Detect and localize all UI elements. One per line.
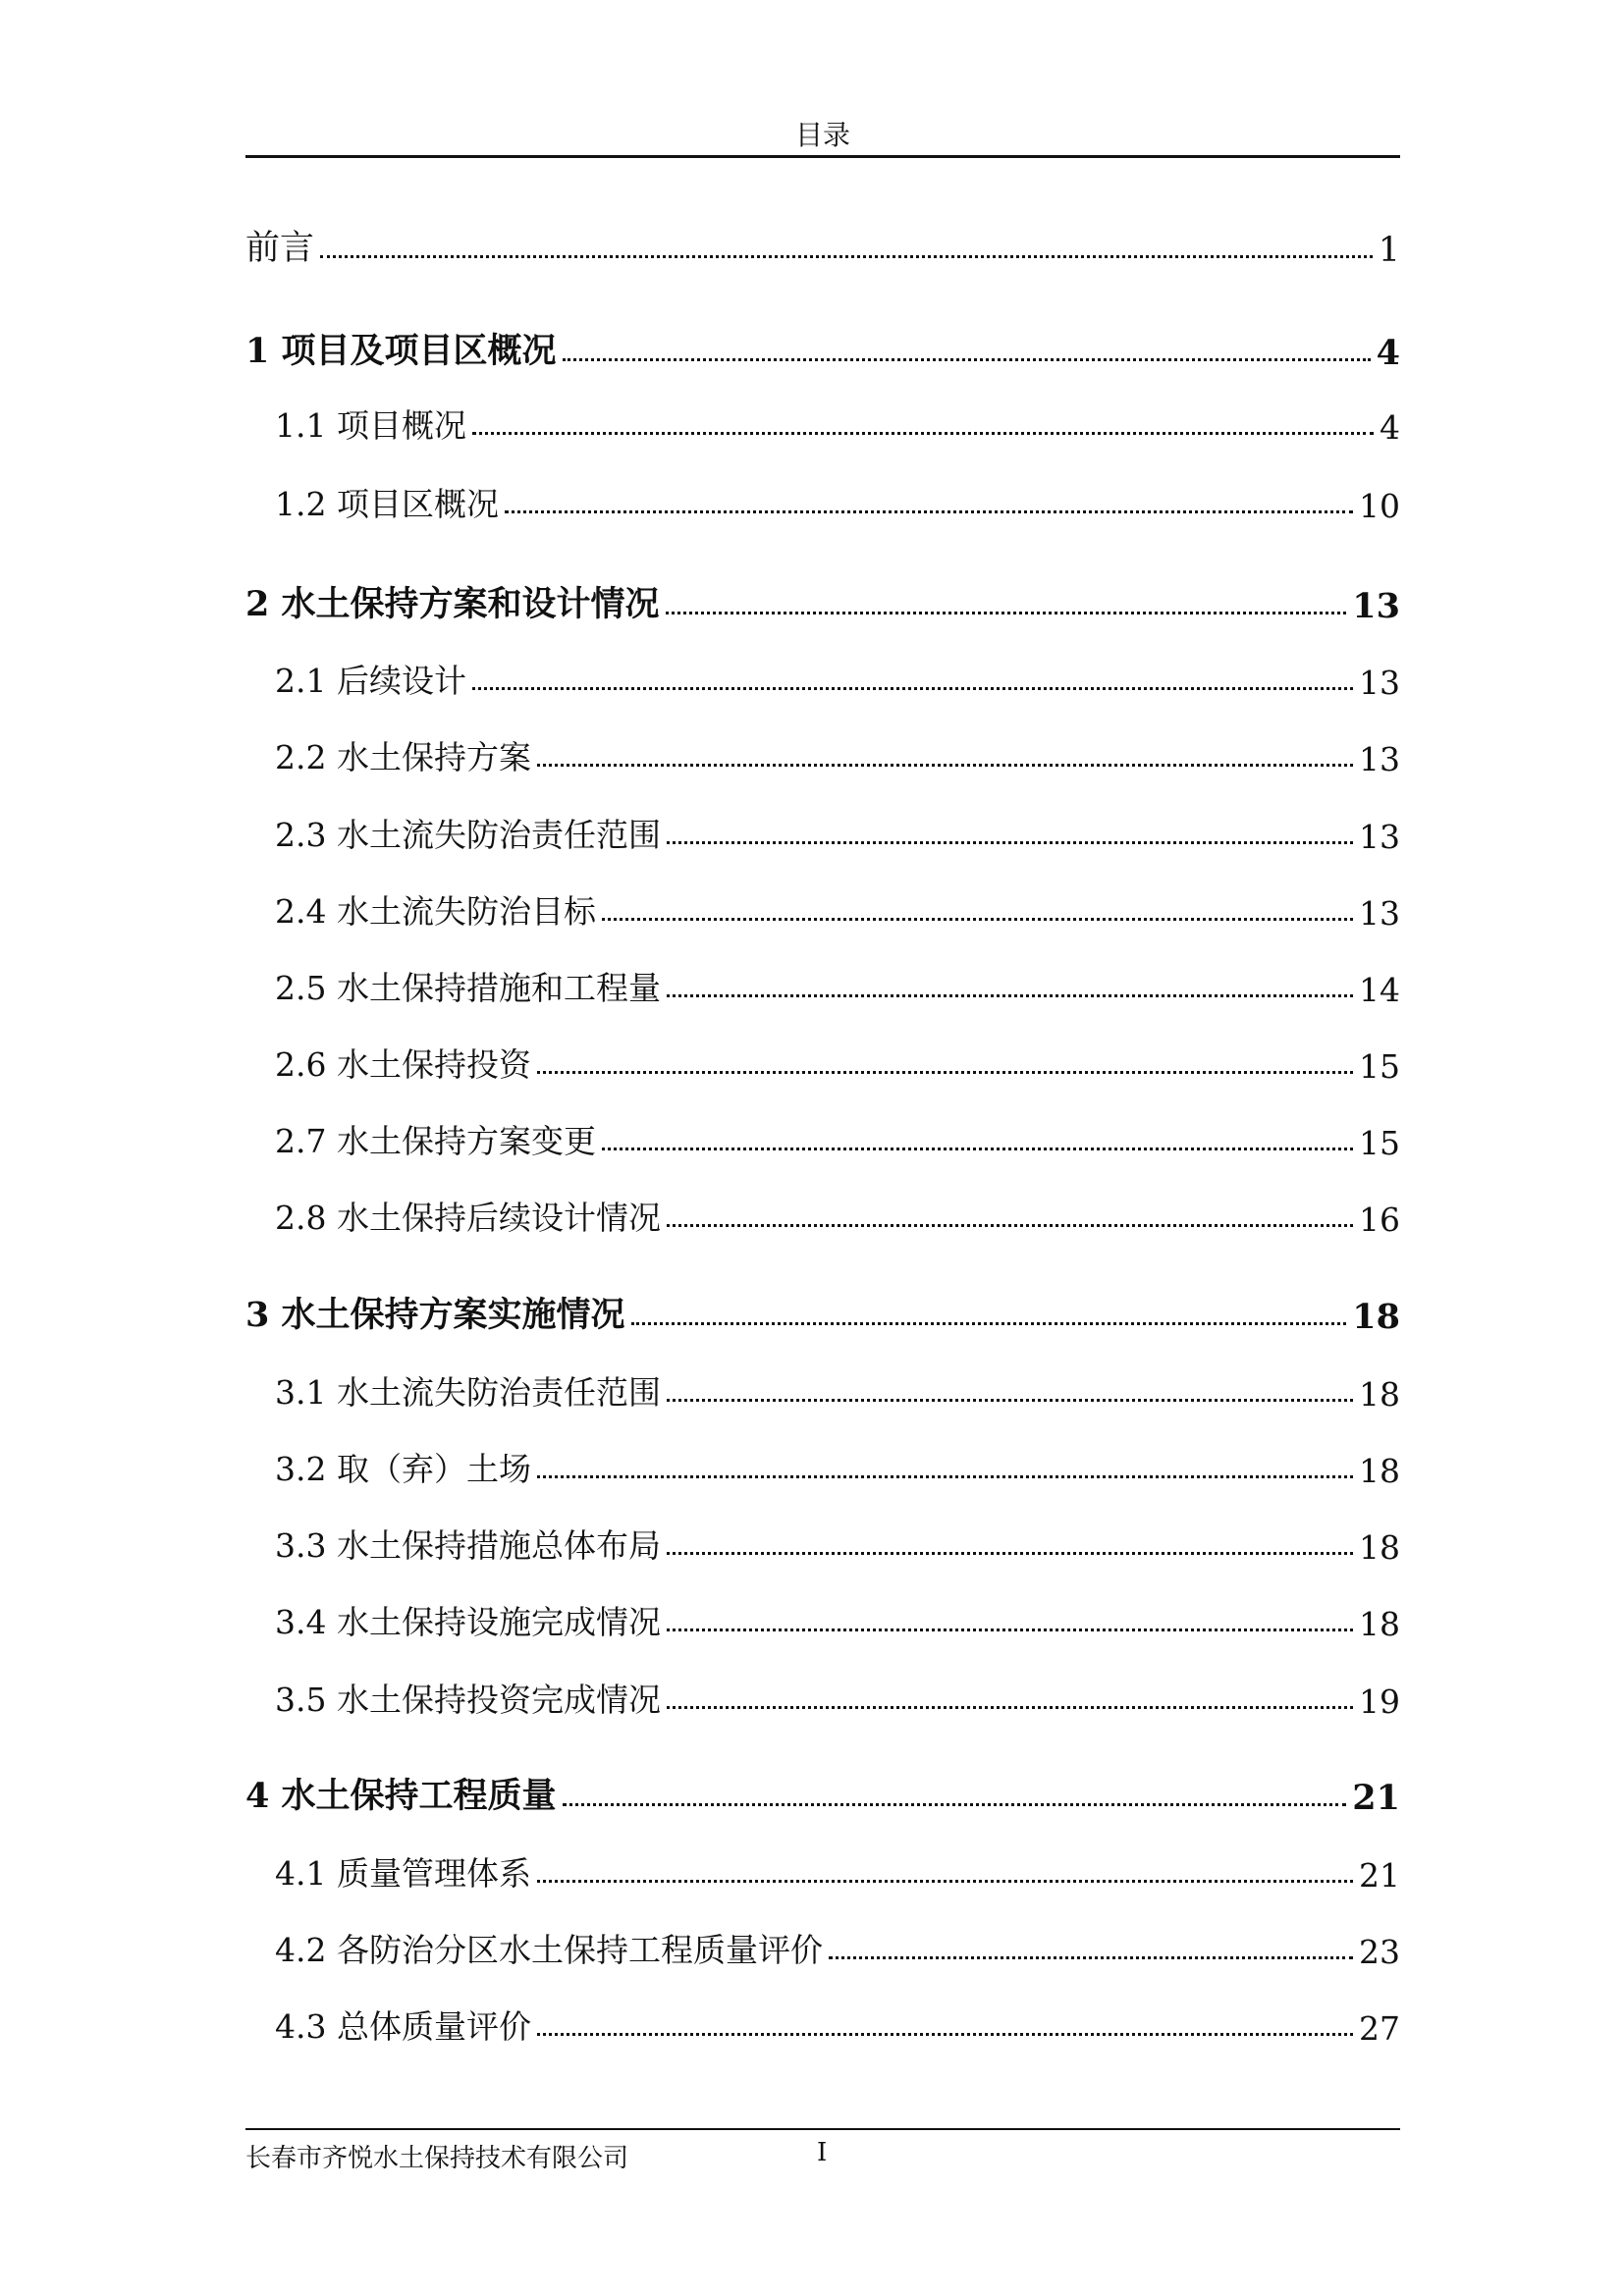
toc-entry-label: 2.5 水土保持措施和工程量 (275, 969, 661, 1007)
toc-entry-label: 4.3 总体质量评价 (275, 2007, 531, 2046)
toc-entry-label: 3 水土保持方案实施情况 (245, 1295, 625, 1335)
toc-entry-label: 2.4 水土流失防治目标 (275, 892, 596, 931)
toc-entry-label: 1 项目及项目区概况 (245, 331, 557, 371)
toc-entry-page: 1 (1378, 231, 1400, 270)
toc-entry-preface[interactable] (245, 221, 1400, 270)
toc-entry-page: 18 (1359, 1605, 1400, 1643)
toc-leader-dots (472, 428, 1374, 435)
toc-chapter-3[interactable] (245, 1288, 1400, 1337)
toc-entry-label: 1.2 项目区概况 (275, 485, 499, 523)
toc-section-3-2[interactable] (245, 1441, 1400, 1490)
footer-company-name: 长春市齐悦水土保持技术有限公司 (245, 2144, 629, 2173)
toc-chapter-4[interactable] (245, 1769, 1400, 1818)
toc-chapter-2[interactable] (245, 577, 1400, 626)
toc-section-2-4[interactable] (245, 883, 1400, 933)
toc-leader-dots (667, 1548, 1353, 1555)
toc-leader-dots (666, 608, 1347, 614)
toc-entry-label: 2.8 水土保持后续设计情况 (275, 1199, 661, 1237)
toc-leader-dots (667, 990, 1353, 997)
toc-entry-label: 2.3 水土流失防治责任范围 (275, 816, 661, 854)
toc-entry-label: 3.2 取（弃）土场 (275, 1450, 531, 1488)
toc-entry-label: 2 水土保持方案和设计情况 (245, 584, 660, 624)
toc-section-1-2[interactable] (245, 476, 1400, 525)
toc-entry-label: 4 水土保持工程质量 (245, 1776, 557, 1816)
footer-rule (245, 2128, 1400, 2130)
toc-entry-page: 27 (1359, 2009, 1400, 2048)
toc-leader-dots (667, 1220, 1353, 1227)
toc-entry-page: 23 (1359, 1933, 1400, 1971)
toc-leader-dots (667, 837, 1353, 844)
toc-leader-dots (829, 1952, 1353, 1959)
toc-leader-dots (472, 683, 1353, 690)
toc-section-3-5[interactable] (245, 1672, 1400, 1721)
toc-leader-dots (563, 1799, 1347, 1806)
toc-section-1-1[interactable] (245, 398, 1400, 447)
toc-entry-page: 21 (1359, 1856, 1400, 1895)
toc-leader-dots (602, 1144, 1353, 1150)
toc-section-2-8[interactable] (245, 1190, 1400, 1239)
toc-leader-dots (667, 1395, 1353, 1402)
toc-entry-page: 13 (1359, 818, 1400, 856)
toc-entry-page: 4 (1380, 408, 1400, 447)
toc-leader-dots (563, 354, 1371, 361)
toc-entry-label: 2.1 后续设计 (275, 662, 466, 700)
toc-entry-page: 13 (1352, 586, 1400, 626)
toc-entry-page: 18 (1352, 1297, 1400, 1337)
toc-section-4-3[interactable] (245, 1999, 1400, 2048)
toc-leader-dots (667, 1702, 1353, 1709)
toc-section-2-1[interactable] (245, 653, 1400, 702)
toc-section-3-1[interactable] (245, 1364, 1400, 1414)
toc-leader-dots (537, 760, 1353, 767)
toc-leader-dots (537, 1876, 1353, 1883)
toc-entry-page: 13 (1359, 894, 1400, 933)
toc-entry-page: 13 (1359, 740, 1400, 778)
toc-section-4-1[interactable] (245, 1845, 1400, 1895)
toc-entry-page: 18 (1359, 1528, 1400, 1567)
toc-section-3-4[interactable] (245, 1594, 1400, 1643)
toc-entry-page: 10 (1359, 487, 1400, 525)
toc-entry-page: 16 (1359, 1201, 1400, 1239)
toc-chapter-1[interactable] (245, 324, 1400, 373)
toc-entry-label: 3.5 水土保持投资完成情况 (275, 1681, 661, 1719)
footer-page-number: I (817, 2138, 828, 2167)
toc-entry-page: 15 (1359, 1047, 1400, 1086)
toc-entry-label: 前言 (245, 229, 315, 268)
toc-entry-page: 4 (1376, 333, 1400, 373)
toc-section-2-5[interactable] (245, 960, 1400, 1009)
toc-leader-dots (537, 1067, 1353, 1074)
header-rule (245, 155, 1400, 158)
toc-section-2-7[interactable] (245, 1113, 1400, 1162)
toc-section-2-2[interactable] (245, 729, 1400, 778)
toc-leader-dots (320, 251, 1373, 258)
toc-entry-page: 13 (1359, 664, 1400, 702)
toc-entry-page: 18 (1359, 1452, 1400, 1490)
toc-section-4-2[interactable] (245, 1922, 1400, 1971)
toc-entry-label: 3.1 水土流失防治责任范围 (275, 1373, 661, 1412)
toc-entry-page: 18 (1359, 1375, 1400, 1414)
toc-section-2-6[interactable] (245, 1037, 1400, 1086)
toc-entry-page: 21 (1352, 1778, 1400, 1818)
toc-section-2-3[interactable] (245, 807, 1400, 856)
toc-entry-label: 2.7 水土保持方案变更 (275, 1122, 596, 1160)
toc-leader-dots (505, 507, 1353, 513)
toc-entry-label: 1.1 项目概况 (275, 406, 466, 445)
toc-entry-label: 4.1 质量管理体系 (275, 1854, 531, 1893)
page-header-title: 目录 (794, 119, 850, 151)
toc-leader-dots (602, 914, 1353, 921)
toc-leader-dots (537, 1471, 1353, 1478)
toc-entry-label: 3.3 水土保持措施总体布局 (275, 1526, 661, 1565)
toc-leader-dots (537, 2029, 1353, 2036)
toc-entry-page: 14 (1359, 971, 1400, 1009)
toc-leader-dots (631, 1318, 1347, 1325)
toc-entry-label: 3.4 水土保持设施完成情况 (275, 1603, 661, 1641)
toc-leader-dots (667, 1625, 1353, 1631)
toc-entry-label: 2.2 水土保持方案 (275, 738, 531, 776)
toc-entry-page: 19 (1359, 1682, 1400, 1721)
toc-section-3-3[interactable] (245, 1518, 1400, 1567)
toc-entry-label: 4.2 各防治分区水土保持工程质量评价 (275, 1931, 823, 1969)
toc-entry-page: 15 (1359, 1124, 1400, 1162)
toc-entry-label: 2.6 水土保持投资 (275, 1045, 531, 1084)
